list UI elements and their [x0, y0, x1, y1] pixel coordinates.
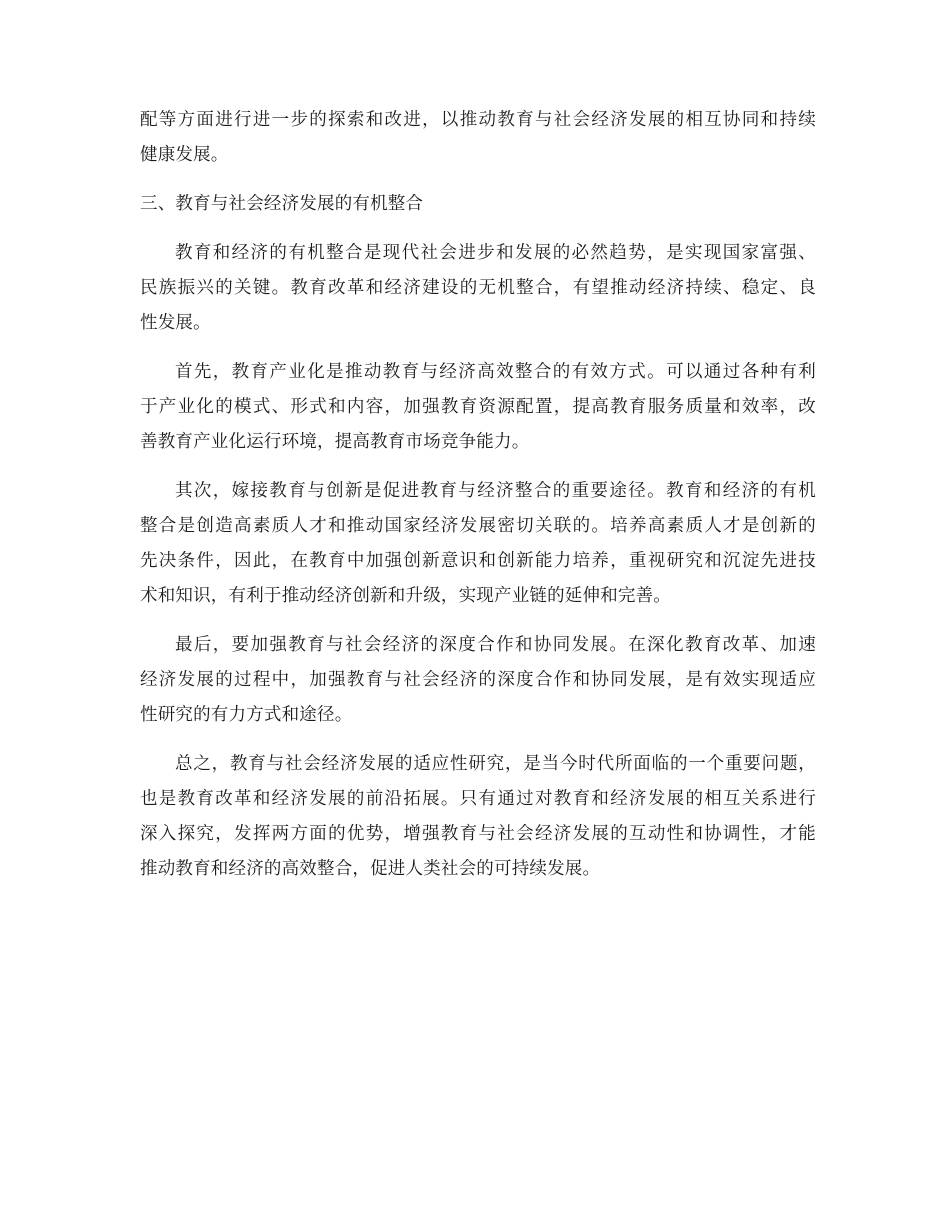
paragraph-line: 性研究的有力方式和途径。	[140, 705, 353, 725]
paragraph-first	[140, 355, 816, 460]
paragraph-line: 其次，嫁接教育与创新是促进教育与经济整合的重要途径。教育和经济的有机	[175, 481, 816, 501]
paragraph-line: 善教育产业化运行环境，提高教育市场竞争能力。	[140, 432, 530, 452]
section-heading: 三、教育与社会经济发展的有机整合	[140, 194, 424, 214]
paragraph-continuation	[140, 103, 816, 173]
paragraph-line: 也是教育改革和经济发展的前沿拓展。只有通过对教育和经济发展的相互关系进行	[140, 789, 816, 809]
paragraph-line: 整合是创造高素质人才和推动国家经济发展密切关联的。培养高素质人才是创新的	[140, 516, 816, 536]
paragraph-line: 配等方面进行进一步的探索和改进，以推动教育与社会经济发展的相互协同和持续	[140, 110, 816, 130]
paragraph-line: 最后，要加强教育与社会经济的深度合作和协同发展。在深化教育改革、加速	[175, 635, 816, 655]
paragraph-line: 健康发展。	[140, 145, 229, 165]
paragraph-line: 术和知识，有利于推动经济创新和升级，实现产业链的延伸和完善。	[140, 586, 671, 606]
paragraph-line: 总之，教育与社会经济发展的适应性研究，是当今时代所面临的一个重要问题，	[175, 754, 816, 774]
paragraph-line: 于产业化的模式、形式和内容，加强教育资源配置，提高教育服务质量和效率，改	[140, 397, 816, 417]
paragraph-conclusion	[140, 747, 816, 887]
document-body	[140, 103, 816, 901]
paragraph-line: 深入探究，发挥两方面的优势，增强教育与社会经济发展的互动性和协调性，才能	[140, 824, 816, 844]
paragraph-line: 教育和经济的有机整合是现代社会进步和发展的必然趋势，是实现国家富强、	[175, 243, 816, 263]
paragraph-line: 性发展。	[140, 313, 211, 333]
paragraph-line: 推动教育和经济的高效整合，促进人类社会的可持续发展。	[140, 859, 601, 879]
paragraph-line: 先决条件，因此，在教育中加强创新意识和创新能力培养，重视研究和沉淀先进技	[140, 551, 816, 571]
paragraph-finally	[140, 628, 816, 733]
paragraph-line: 首先，教育产业化是推动教育与经济高效整合的有效方式。可以通过各种有利	[175, 362, 816, 382]
paragraph-line: 经济发展的过程中，加强教育与社会经济的深度合作和协同发展，是有效实现适应	[140, 670, 816, 690]
paragraph-integration-trend	[140, 236, 816, 341]
paragraph-second	[140, 474, 816, 614]
paragraph-line: 民族振兴的关键。教育改革和经济建设的无机整合，有望推动经济持续、稳定、良	[140, 278, 816, 298]
